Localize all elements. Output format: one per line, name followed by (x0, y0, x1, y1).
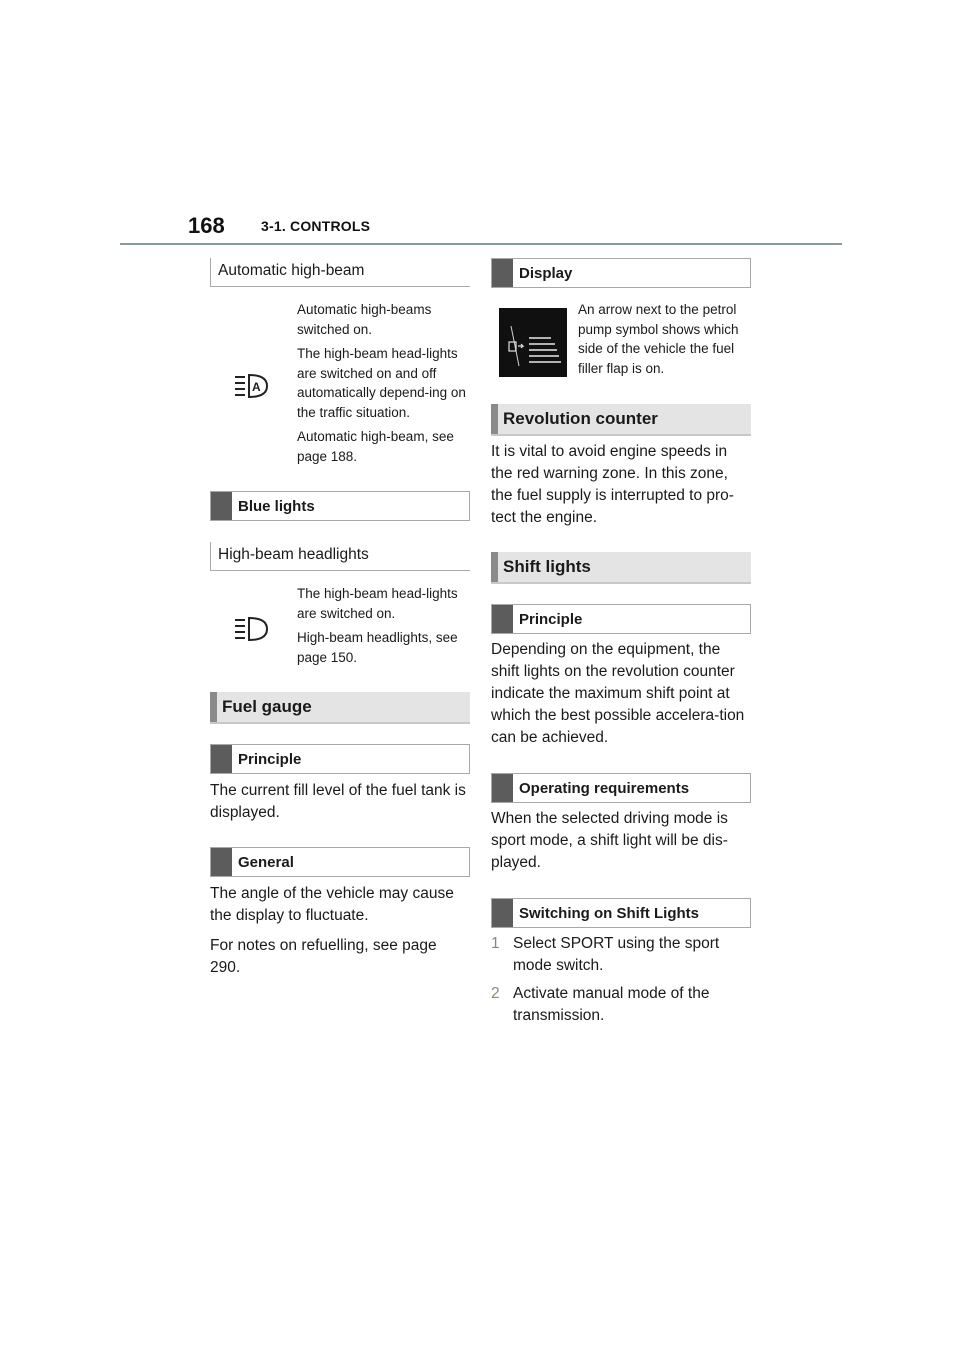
display-heading (491, 258, 751, 288)
paragraph: The angle of the vehicle may cause the display to fluctuate. (210, 885, 454, 924)
high-beam-line: The high-beam head-lights are switched on. (297, 586, 458, 621)
blue-lights-label: Blue lights (238, 497, 315, 515)
fuel-display-image (499, 308, 567, 377)
high-beam-table-head: High-beam headlights (210, 542, 470, 571)
blue-lights-heading (210, 491, 470, 521)
paragraph: The current fill level of the fuel tank is displayed. (210, 782, 466, 821)
auto-high-beam-line: Automatic high-beam, see page 188. (297, 429, 454, 464)
heading-block (492, 259, 513, 287)
step-number: 2 (491, 985, 500, 1002)
fuel-general-text (210, 883, 470, 987)
section-bar (491, 552, 498, 582)
display-description (578, 300, 753, 383)
fuel-general-label: General (238, 853, 294, 871)
revolution-counter-text (491, 441, 751, 537)
switching-on-steps (491, 933, 751, 1027)
paragraph: Depending on the equipment, the shift lights on the revolution counter indicate the maximum shift point at which the best possible accelera-tion can be achieved. (491, 641, 745, 746)
svg-text:A: A (252, 380, 261, 394)
fuel-principle-text (210, 780, 470, 832)
fuel-principle-heading (210, 744, 470, 774)
switching-on-label: Switching on Shift Lights (519, 904, 699, 922)
heading-block (211, 492, 232, 520)
fuel-principle-label: Principle (238, 750, 302, 768)
section-bar (210, 692, 217, 722)
shift-principle-label: Principle (519, 610, 583, 628)
paragraph: An arrow next to the petrol pump symbol shows which side of the vehicle the fuel filler flap is on. (578, 302, 739, 376)
step-item (491, 933, 751, 977)
operating-requirements-heading (491, 773, 751, 803)
shift-principle-text (491, 639, 751, 757)
revolution-counter-section (491, 404, 751, 436)
fuel-general-heading (210, 847, 470, 877)
revolution-counter-title: Revolution counter (503, 409, 658, 428)
section-bar (491, 404, 498, 434)
operating-requirements-label: Operating requirements (519, 779, 690, 797)
step-text: Activate manual mode of the transmission. (513, 985, 710, 1024)
heading-block (492, 605, 513, 633)
page-number: 168 (188, 213, 225, 238)
auto-high-beam-description (297, 300, 472, 471)
shift-lights-section (491, 552, 751, 584)
switching-on-heading (491, 898, 751, 928)
auto-high-beam-line: The high-beam head-lights are switched on and off automatically depend-ing on the traffic situation. (297, 346, 466, 420)
high-beam-description (297, 584, 472, 672)
fuel-gauge-section (210, 692, 470, 724)
heading-block (492, 774, 513, 802)
heading-block (211, 848, 232, 876)
step-text: Select SPORT using the sport mode switch. (513, 935, 720, 974)
fuel-gauge-title: Fuel gauge (222, 697, 312, 716)
high-beam-line: High-beam headlights, see page 150. (297, 630, 458, 665)
paragraph: For notes on refuelling, see page 290. (210, 937, 437, 976)
high-beam-icon (234, 615, 270, 643)
auto-high-beam-line: Automatic high-beams switched on. (297, 302, 432, 337)
step-number: 1 (491, 935, 500, 952)
display-label: Display (519, 264, 573, 282)
auto-high-beam-icon (234, 372, 270, 400)
paragraph: When the selected driving mode is sport mode, a shift light will be dis-played. (491, 810, 728, 871)
shift-lights-title: Shift lights (503, 557, 591, 576)
chapter-title: 3-1. CONTROLS (261, 218, 371, 234)
header-rule (120, 243, 842, 245)
operating-requirements-text (491, 808, 751, 882)
heading-block (492, 899, 513, 927)
heading-block (211, 745, 232, 773)
paragraph: It is vital to avoid engine speeds in the red warning zone. In this zone, the fuel supply is interrupted to pro-tect the engine. (491, 443, 734, 526)
step-item (491, 983, 751, 1027)
auto-high-beam-table-head: Automatic high-beam (210, 258, 470, 287)
shift-principle-heading (491, 604, 751, 634)
